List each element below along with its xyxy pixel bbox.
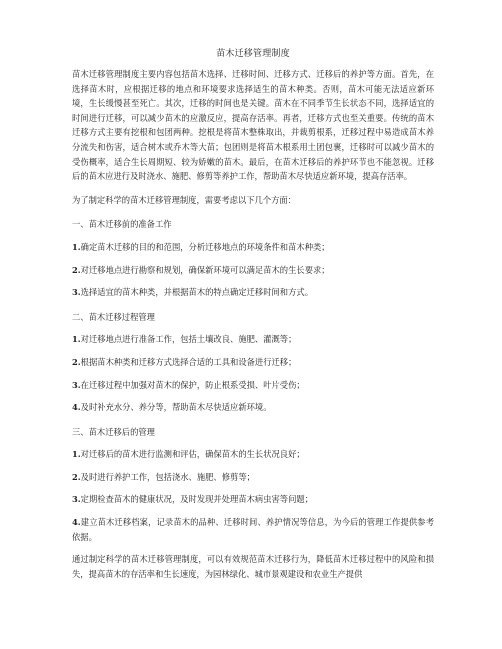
- item-text: 对迁移地点进行勘察和规划，确保新环境可以满足苗木的生长要求；: [80, 264, 330, 275]
- item-text: 建立苗木迁移档案，记录苗木的品种、迁移时间、养护情况等信息，为今后的管理工作提供参考依据。: [72, 517, 434, 542]
- item-text: 对迁移地点进行准备工作，包括土壤改良、施肥、灌溉等；: [80, 334, 297, 345]
- item-number: 2.: [72, 356, 81, 367]
- list-item: [72, 285, 434, 300]
- section-aftercare: [72, 425, 434, 545]
- lead-paragraph: 为了制定科学的苗木迁移管理制度，需要考虑以下几个方面：: [72, 194, 297, 205]
- item-text: 及时补充水分、养分等，帮助苗木尽快适应新环境。: [80, 402, 272, 413]
- list-item: [72, 515, 434, 544]
- item-text: 对迁移后的苗木进行监测和评估，确保苗木的生长状况良好；: [80, 449, 305, 460]
- list-item: [72, 470, 434, 485]
- section-heading: 一、苗木迁移前的准备工作: [72, 219, 172, 230]
- list-item: [72, 378, 434, 393]
- section-preparation: [72, 217, 434, 299]
- item-text: 选择适宜的苗木种类，并根据苗木的特点确定迁移时间和方式。: [80, 287, 313, 298]
- list-item: [72, 492, 434, 507]
- list-item: [72, 263, 434, 278]
- item-number: 1.: [72, 334, 81, 345]
- item-number: 3.: [72, 379, 81, 390]
- item-number: 2.: [72, 264, 81, 275]
- item-text: 及时进行养护工作，包括浇水、施肥、修剪等；: [80, 471, 255, 482]
- section-heading: 三、苗木迁移后的管理: [72, 426, 155, 437]
- item-text: 根据苗木种类和迁移方式选择合适的工具和设备进行迁移；: [80, 356, 297, 367]
- item-number: 2.: [72, 471, 81, 482]
- intro-paragraph: 苗木迁移管理制度主要内容包括苗木选择、迁移时间、迁移方式、迁移后的养护等方面。首先，在选择苗木时，应根据迁移的地点和环境要求选择适生的苗木种类。否则，苗木可能无法适应新环境，生长缓慢甚至死亡。其次，迁移的时间也是关键。苗木在不同季节生长状态不同，选择适宜的时间进行迁移，可以减少苗木的应激反应，提高存活率。再者，迁移方式也至关重要。传统的苗木迁移方式主要有挖根和包团两种。挖根是将苗木整株取出，并裁剪根系，迁移过程中易造成苗木养分流失和伤害，适合树木或乔木等大苗；包团则是将苗木根系用土团包裹，迁移时可以减少苗木的受伤概率，适合生长周期短、较为娇嫩的苗木。最后，在苗木迁移后的养护环节也不能忽视。迁移后的苗木应进行及时浇水、施肥、修剪等养护工作，帮助苗木尽快适应新环境，提高存活率。: [72, 69, 434, 182]
- item-number: 1.: [72, 241, 81, 252]
- section-heading: 二、苗木迁移过程管理: [72, 311, 155, 322]
- document-title: 苗木迁移管理制度: [216, 49, 290, 59]
- conclusion-paragraph: 通过制定科学的苗木迁移管理制度，可以有效规范苗木迁移行为，降低苗木迁移过程中的风险和损失，提高苗木的存活率和生长速度，为园林绿化、城市景观建设和农业生产提供: [72, 554, 434, 579]
- item-text: 确定苗木迁移的目的和范围，分析迁移地点的环境条件和苗木种类；: [80, 241, 330, 252]
- list-item: [72, 332, 434, 347]
- list-item: [72, 355, 434, 370]
- list-item: [72, 240, 434, 255]
- section-process: [72, 310, 434, 415]
- list-item: [72, 447, 434, 462]
- item-number: 3.: [72, 287, 81, 298]
- item-number: 4.: [72, 517, 81, 528]
- item-text: 在迁移过程中加强对苗木的保护，防止根系受损、叶片受伤；: [80, 379, 305, 390]
- item-number: 3.: [72, 494, 81, 505]
- item-text: 定期检查苗木的健康状况，及时发现并处理苗木病虫害等问题；: [80, 494, 313, 505]
- list-item: [72, 400, 434, 415]
- item-number: 4.: [72, 402, 81, 413]
- item-number: 1.: [72, 449, 81, 460]
